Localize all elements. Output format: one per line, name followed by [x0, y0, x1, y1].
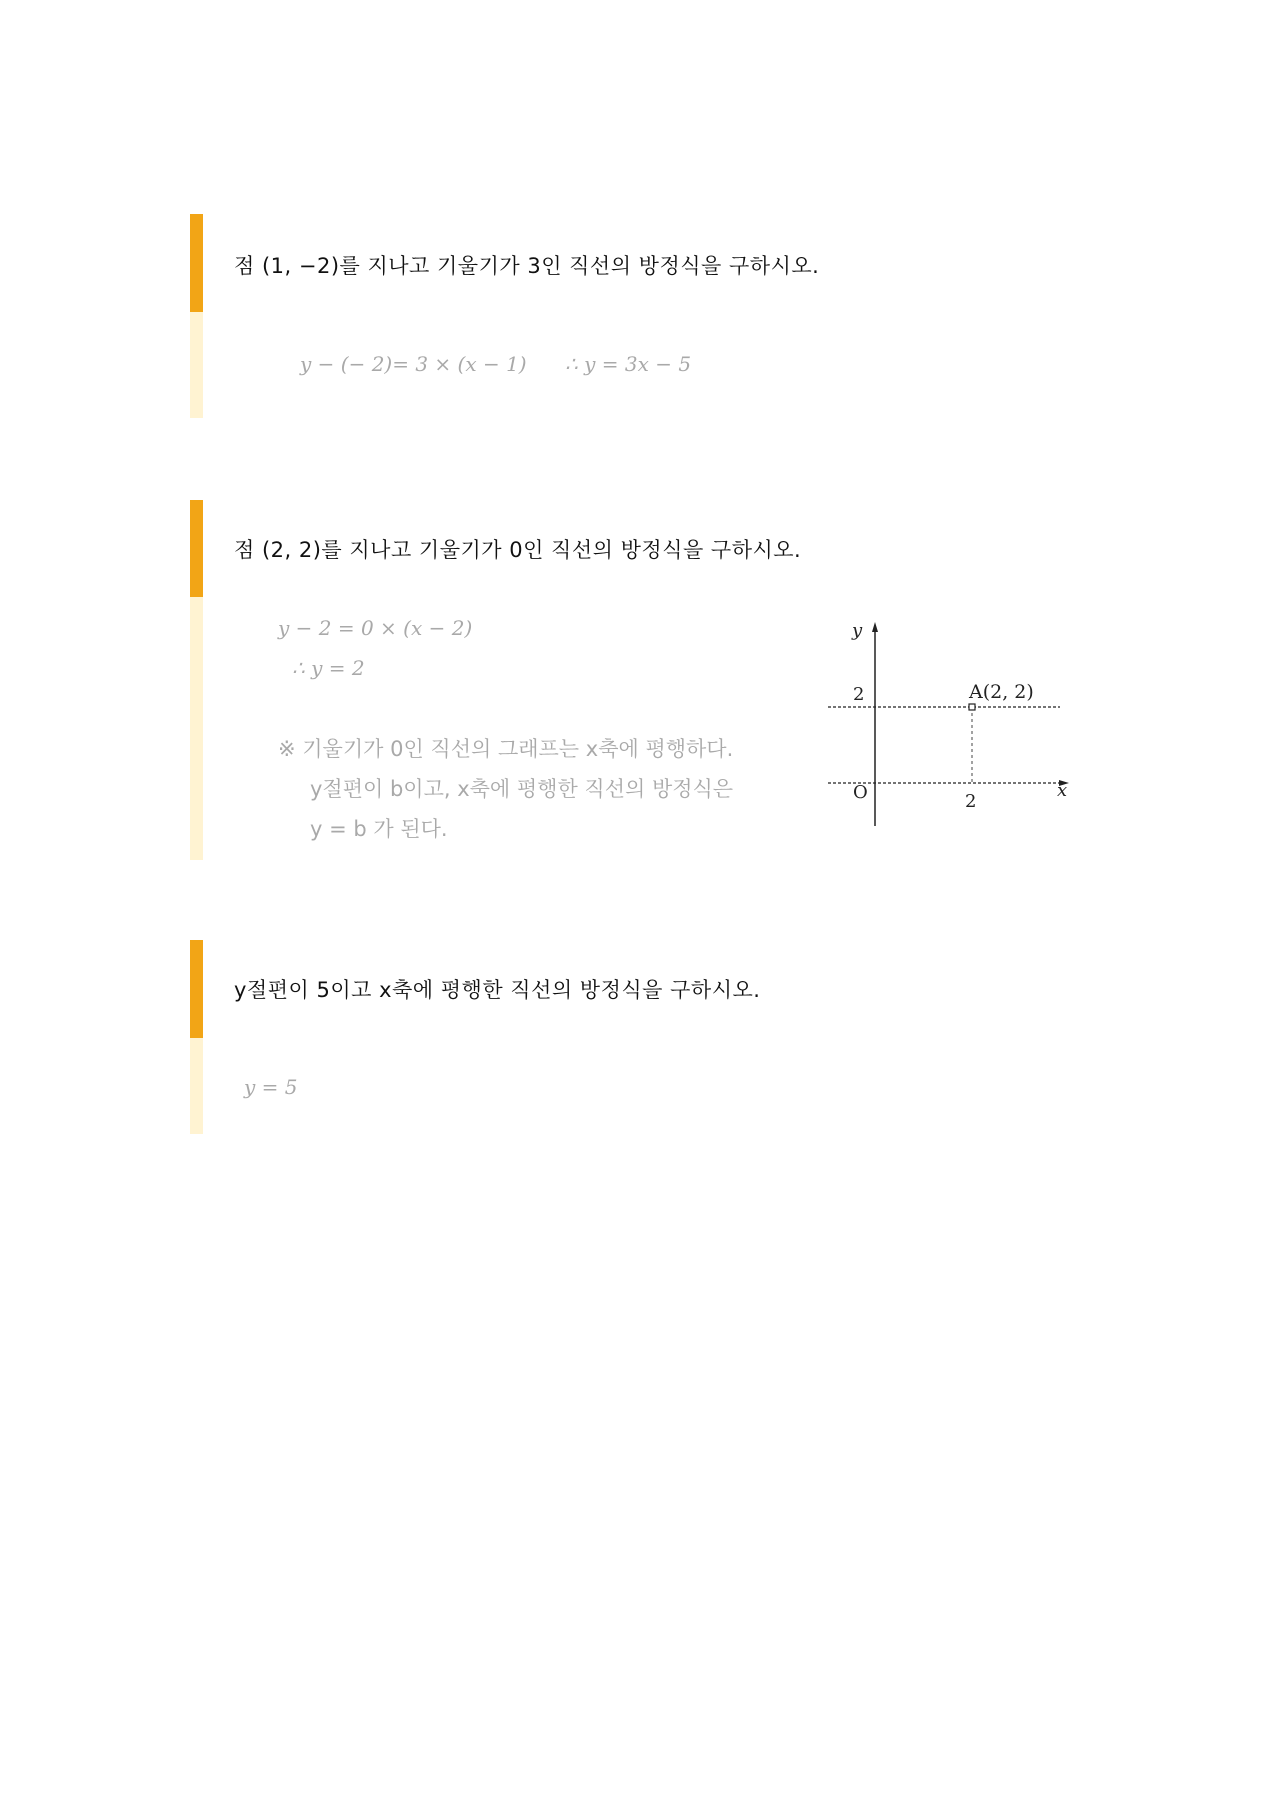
- origin-label: O: [853, 782, 868, 803]
- y-axis-label: y: [852, 620, 863, 641]
- problem-1: [190, 214, 1090, 418]
- answer-line-2: ∴ y = 3x − 5: [565, 352, 692, 376]
- accent-bar-light: [190, 312, 203, 418]
- question-text: 점 (1, −2)를 지나고 기울기가 3인 직선의 방정식을 구하시오.: [234, 254, 820, 278]
- answer-line-2: ∴ y = 2: [292, 656, 365, 680]
- note-line-1: ※ 기울기가 0인 직선의 그래프는 x축에 평행하다.: [278, 737, 734, 761]
- accent-bar: [190, 940, 203, 1038]
- note-line-2: y절편이 b이고, x축에 평행한 직선의 방정식은: [310, 777, 734, 801]
- point-a: [969, 704, 975, 710]
- point-label: A(2, 2): [969, 681, 1034, 703]
- x-axis-label: x: [1057, 780, 1068, 801]
- question-text: y절편이 5이고 x축에 평행한 직선의 방정식을 구하시오.: [234, 978, 761, 1002]
- y-axis-arrow: [872, 622, 878, 632]
- x-tick-label: 2: [965, 791, 977, 812]
- accent-bar-light: [190, 597, 203, 860]
- answer-line-1: y = 5: [244, 1075, 298, 1099]
- answer-line-1: y − 2 = 0 × (x − 2): [278, 616, 473, 640]
- accent-bar-light: [190, 1038, 203, 1134]
- graph-horizontal-line: [820, 616, 1080, 834]
- question-text: 점 (2, 2)를 지나고 기울기가 0인 직선의 방정식을 구하시오.: [234, 538, 802, 562]
- note-line-3: y = b 가 된다.: [310, 817, 448, 841]
- answer-line-1: y − (− 2)= 3 × (x − 1): [300, 352, 527, 376]
- problem-3: [190, 940, 1090, 1134]
- accent-bar: [190, 500, 203, 597]
- accent-bar: [190, 214, 203, 312]
- y-tick-label: 2: [853, 684, 865, 705]
